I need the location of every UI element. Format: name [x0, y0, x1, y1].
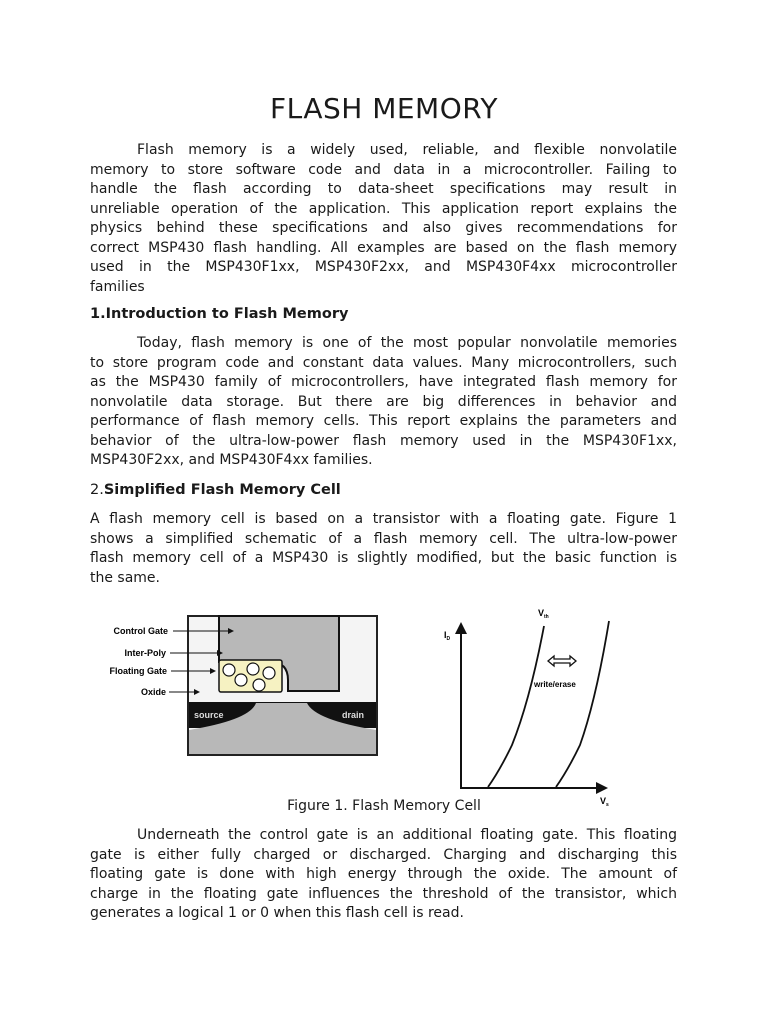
section-number: 1.: [90, 306, 106, 322]
text-line: shows a simplified schematic of a flash memory cell. The ultra-low-power: [90, 530, 677, 547]
text-line: to store program code and constant data values. Many microcontrollers, such: [90, 354, 677, 371]
text-line: generates a logical 1 or 0 when this flash cell is read.: [90, 905, 464, 921]
text-line: gate is either fully charged or discharged. Charging and discharging this: [90, 846, 677, 863]
drain-label: drain: [342, 710, 365, 720]
source-label: source: [194, 710, 224, 720]
text-line: physics behind these specifications and also gives recommendations for: [90, 220, 677, 236]
write-erase-label: write/erase: [534, 680, 576, 689]
text-line: performance of flash memory cells. This report explains the parameters and: [90, 413, 677, 429]
floating-gate-label: Floating Gate: [109, 666, 167, 676]
text-line: Underneath the control gate is an additional floating gate. This floating: [137, 827, 677, 843]
text-line: MSP430F2xx, and MSP430F4xx families.: [90, 452, 373, 468]
text-line: handle the flash according to data-sheet specifications may result in: [90, 181, 677, 197]
control-gate-label: Control Gate: [113, 626, 168, 636]
threshold-graph: [444, 608, 609, 808]
text-line: nonvolatile data storage. But there are big differences in behavior and: [90, 393, 677, 410]
section-title: Simplified Flash Memory Cell: [103, 482, 341, 498]
x-axis-label: $V_s$: [600, 796, 609, 808]
text-line: the same.: [90, 569, 160, 586]
y-axis-label: $I_D$: [444, 630, 451, 642]
text-line: memory to store software code and data in a microcontroller. Failing to: [90, 161, 677, 178]
text-line: families: [90, 278, 145, 295]
text-line: as the MSP430 family of microcontrollers, have integrated flash memory for: [90, 374, 677, 390]
page-title: FLASH MEMORY: [269, 92, 499, 125]
text-line: flash memory cell of a MSP430 is slightly modified, but the basic function is: [90, 550, 677, 566]
cell-cross-section: [109, 616, 377, 755]
inter-poly-label: Inter-Poly: [124, 648, 166, 658]
text-line: correct MSP430 flash handling. All examples are based on the flash memory: [90, 239, 677, 256]
section-title: Introduction to Flash Memory: [105, 306, 349, 322]
text-line: floating gate is done with high energy through the oxide. The amount of: [90, 866, 677, 882]
section-number: 2.: [90, 482, 104, 498]
text-line: A flash memory cell is based on a transistor with a floating gate. Figure 1: [90, 511, 677, 527]
text-line: unreliable operation of the application. This application report explains the: [90, 200, 677, 217]
text-line: used in the MSP430F1xx, MSP430F2xx, and MSP430F4xx microcontroller: [90, 259, 677, 275]
text-line: Flash memory is a widely used, reliable, and flexible nonvolatile: [137, 142, 677, 158]
text-line: behavior of the ultra-low-power flash memory used in the MSP430F1xx,: [90, 432, 677, 449]
oxide-label: Oxide: [140, 687, 166, 697]
figure-caption: Figure 1. Flash Memory Cell: [287, 798, 481, 814]
text-line: charge in the floating gate influences the threshold of the transistor, which: [90, 885, 677, 902]
closing-paragraph: [90, 826, 677, 924]
text-line: Today, flash memory is one of the most popular nonvolatile memories: [137, 335, 677, 351]
vth-label: $V_{th}$: [538, 608, 549, 620]
